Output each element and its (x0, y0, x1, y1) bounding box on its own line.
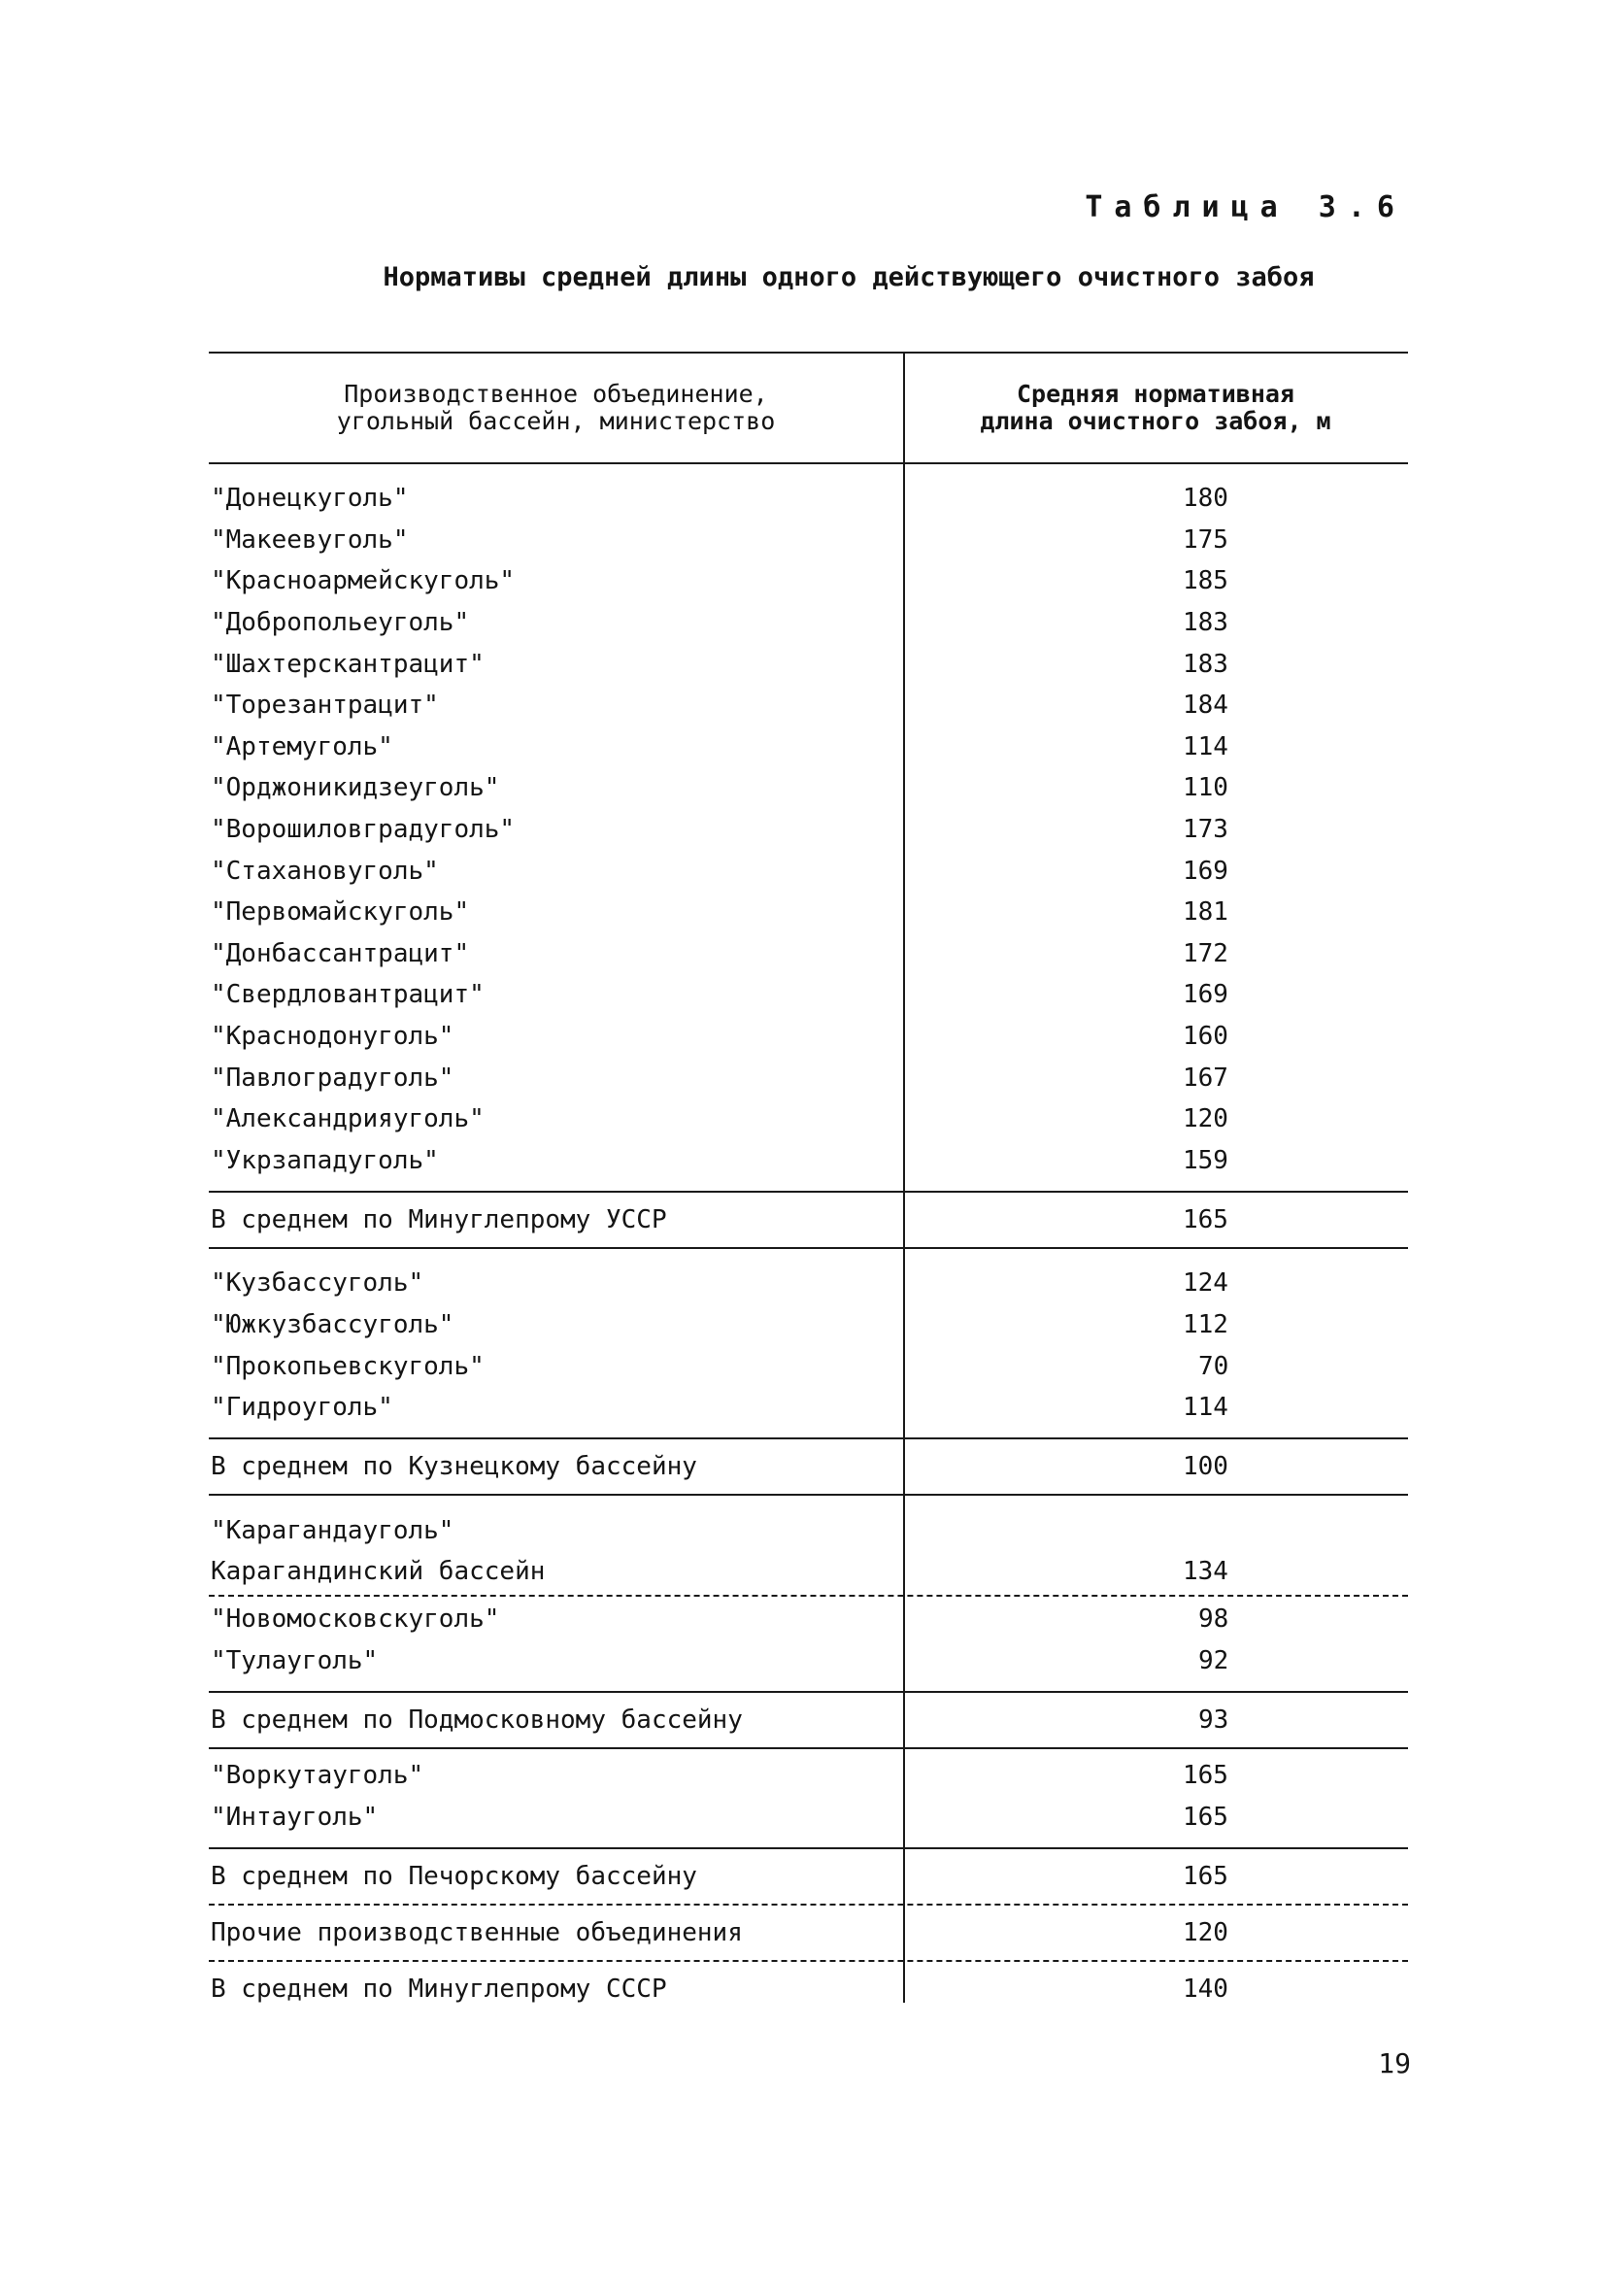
table-row (209, 767, 1408, 809)
row-value: 114 (1183, 1393, 1228, 1423)
row-value: 173 (1183, 815, 1228, 845)
table-row (209, 809, 1408, 851)
row-value: 134 (1183, 1557, 1228, 1587)
row-name: "Гидроуголь" (211, 1393, 393, 1423)
row-value: 181 (1183, 897, 1228, 928)
row-name: Карагандинский бассейн (211, 1557, 546, 1587)
total-row (209, 1693, 1408, 1747)
row-value: 159 (1183, 1145, 1228, 1175)
table-row (209, 1755, 1408, 1797)
row-name: "Воркутауголь" (211, 1761, 424, 1791)
table-row (209, 1263, 1408, 1304)
row-name: "Стахановуголь" (211, 856, 439, 886)
page-number: 19 (1378, 2047, 1411, 2079)
row-value: 98 (1198, 1604, 1229, 1634)
table-row (209, 974, 1408, 1016)
total-name: В среднем по Минуглепрому СССР (211, 1975, 667, 2005)
row-name: "Краснодонуголь" (211, 1022, 454, 1052)
row-value: 172 (1183, 938, 1228, 968)
total-name: В среднем по Подмосковному бассейну (211, 1705, 743, 1735)
row-value: 165 (1183, 1761, 1228, 1791)
row-name: "Шахтерскантрацит" (211, 649, 485, 679)
row-name: "Свердловантрацит" (211, 980, 485, 1010)
row-value: 183 (1183, 649, 1228, 679)
table-row (209, 643, 1408, 685)
table-row (209, 1057, 1408, 1098)
total-value: 165 (1183, 1205, 1228, 1235)
table-row (209, 1796, 1408, 1838)
table-row (209, 478, 1408, 520)
row-name: "Кузбассуголь" (211, 1268, 424, 1299)
total-value: 100 (1183, 1452, 1228, 1482)
row-value: 183 (1183, 608, 1228, 638)
row-value: 110 (1183, 773, 1228, 803)
row-name: "Павлоградуголь" (211, 1063, 454, 1093)
total-row (209, 1849, 1408, 1904)
row-value: 185 (1183, 566, 1228, 596)
table-row (209, 726, 1408, 768)
row-value: 184 (1183, 691, 1228, 721)
total-row (209, 1906, 1408, 1960)
table-label: Таблица 3.6 (1085, 190, 1406, 224)
total-row (209, 1439, 1408, 1494)
row-name: "Александрияуголь" (211, 1104, 485, 1134)
table-row (209, 1387, 1408, 1429)
table-row (209, 1551, 1408, 1593)
table-header (209, 354, 1408, 462)
row-name: "Донецкуголь" (211, 484, 409, 514)
table-row (209, 1599, 1408, 1640)
row-name: "Тулауголь" (211, 1645, 379, 1675)
row-value: 160 (1183, 1022, 1228, 1052)
row-value: 175 (1183, 524, 1228, 555)
table-title: Нормативы средней длины одного действующего очистного забоя (383, 262, 1315, 292)
total-name: В среднем по Минуглепрому УССР (211, 1205, 667, 1235)
row-value: 124 (1183, 1268, 1228, 1299)
row-name: "Орджоникидзеуголь" (211, 773, 500, 803)
header-col-organization: Производственное объединение, угольный бассейн, министерство (336, 380, 776, 435)
row-value: 169 (1183, 856, 1228, 886)
column-divider (903, 352, 905, 2003)
row-name: "Южкузбассуголь" (211, 1309, 454, 1339)
row-name: "Карагандауголь" (211, 1515, 454, 1545)
header-col-length: Средняя нормативная длина очистного забоя, м (980, 380, 1331, 435)
section-podmoskovny (209, 1597, 1408, 1691)
section-kuzbass (209, 1249, 1408, 1437)
row-value: 70 (1198, 1351, 1229, 1381)
row-name: "Торезантрацит" (211, 691, 439, 721)
table-row (209, 602, 1408, 644)
row-name: "Прокопьевскуголь" (211, 1351, 485, 1381)
total-value: 120 (1183, 1918, 1228, 1948)
table-row (209, 1140, 1408, 1182)
table-row (209, 520, 1408, 561)
table-row (209, 1304, 1408, 1346)
norms-table (209, 352, 1408, 2016)
section-ukraine (209, 464, 1408, 1191)
table-row (209, 1016, 1408, 1058)
row-name: "Первомайскуголь" (211, 897, 470, 928)
table-row (209, 933, 1408, 975)
row-name: "Донбассантрацит" (211, 938, 470, 968)
row-value: 167 (1183, 1063, 1228, 1093)
row-value: 120 (1183, 1104, 1228, 1134)
row-name: "Артемуголь" (211, 731, 393, 761)
section-pechora (209, 1749, 1408, 1847)
total-name: В среднем по Печорскому бассейну (211, 1862, 697, 1892)
total-value: 165 (1183, 1862, 1228, 1892)
row-value: 92 (1198, 1645, 1229, 1675)
row-name: "Красноармейскуголь" (211, 566, 516, 596)
total-name: Прочие производственные объединения (211, 1918, 743, 1948)
table-row (209, 892, 1408, 933)
total-row (209, 1193, 1408, 1247)
row-value: 180 (1183, 484, 1228, 514)
row-name: "Макеевуголь" (211, 524, 409, 555)
table-row (209, 685, 1408, 726)
table-row (209, 1098, 1408, 1140)
table-row (209, 1345, 1408, 1387)
row-name: "Укрзападуголь" (211, 1145, 439, 1175)
table-row (209, 560, 1408, 602)
total-value: 140 (1183, 1975, 1228, 2005)
row-name: "Ворошиловградуголь" (211, 815, 516, 845)
row-value: 112 (1183, 1309, 1228, 1339)
total-name: В среднем по Кузнецкому бассейну (211, 1452, 697, 1482)
total-row (209, 1962, 1408, 2016)
row-value: 114 (1183, 731, 1228, 761)
table-row (209, 1639, 1408, 1681)
table-row (209, 850, 1408, 892)
row-value: 169 (1183, 980, 1228, 1010)
table-row (209, 1509, 1408, 1551)
total-value: 93 (1198, 1705, 1229, 1735)
row-name: "Добропольеуголь" (211, 608, 470, 638)
section-karaganda (209, 1496, 1408, 1594)
row-name: "Интауголь" (211, 1802, 379, 1832)
row-value: 165 (1183, 1802, 1228, 1832)
row-name: "Новомосковскуголь" (211, 1604, 500, 1634)
